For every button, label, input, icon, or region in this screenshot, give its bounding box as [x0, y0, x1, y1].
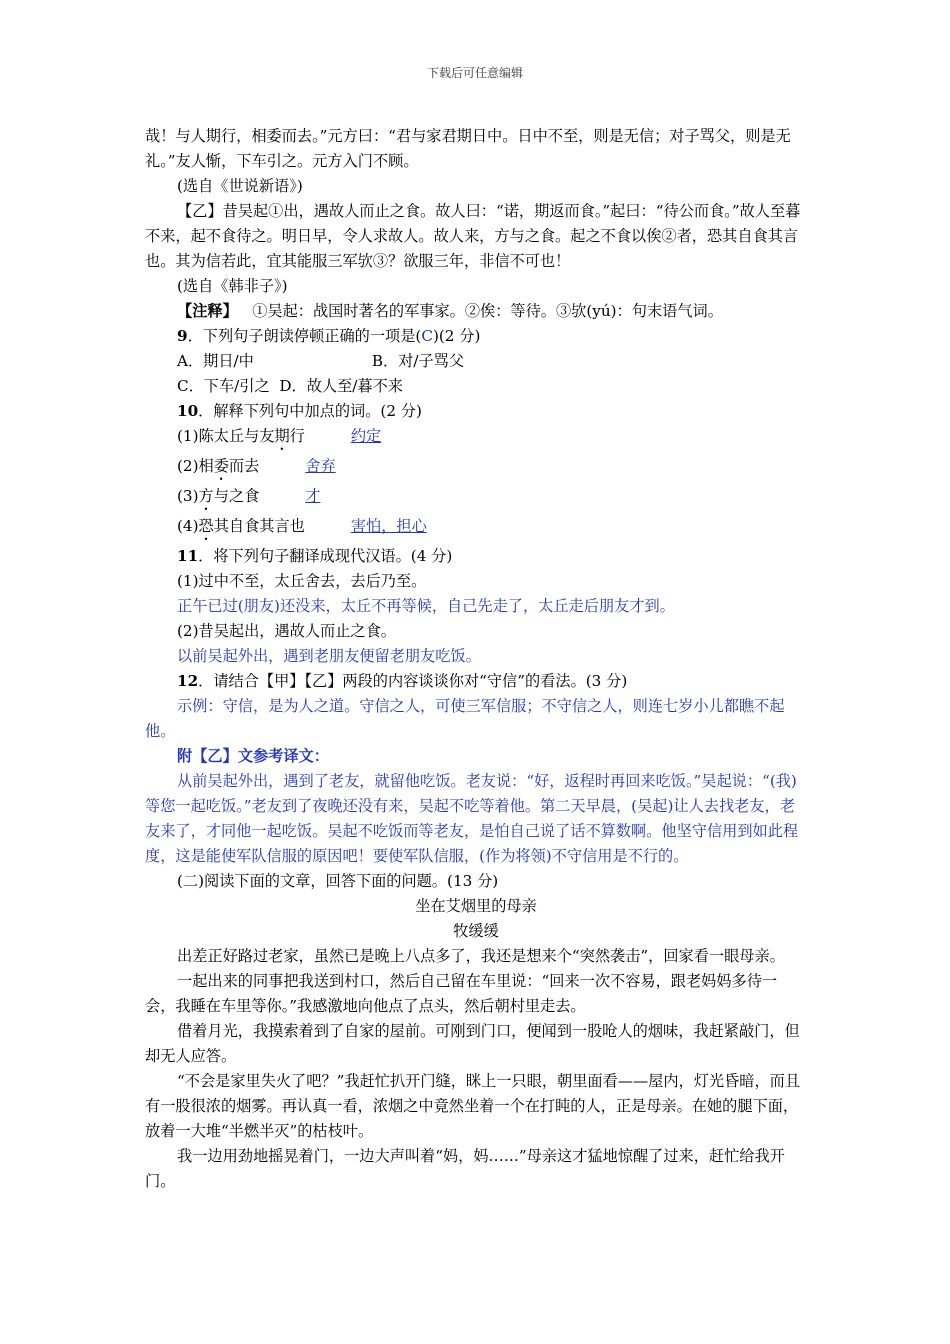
- q9-options-cd: C．下车/引之 D．故人至/暮不来: [177, 377, 403, 395]
- question-10: 10．解释下列句中加点的词。(2 分): [177, 402, 422, 420]
- q10-answer-4: 害怕，担心: [350, 517, 427, 535]
- q11-answer-1: 正午已过(朋友)还没来，太丘不再等候，自己先走了，太丘走后朋友才到。: [177, 597, 675, 615]
- q10-item-2: (2)相委而去 舍弃: [145, 454, 807, 484]
- translation-text: 从前吴起外出，遇到了老友，就留他吃饭。老友说：“好，返程时再回来吃饭。”吴起说：“(我)等您一起吃饭。”老友到了夜晚还没有来，吴起不吃等着他。第二天早晨，(吴起)让人去找老友，老友来了，才同他一起吃饭。吴起不吃饭而等老友，是怕自己说了话不算数啊。他坚守信用到如此程度，这是能使军队信服的原因吧！要使军队信服，(作为将领)不守信用是不行的。: [145, 772, 799, 865]
- notes-label: 【注释】: [177, 302, 238, 320]
- document-body: [145, 124, 807, 1194]
- source-jia: (选自《世说新语》): [177, 177, 303, 195]
- article-title: 坐在艾烟里的母亲: [415, 897, 537, 915]
- page-header: 下载后可任意编辑: [426, 66, 523, 80]
- article-paragraph: 借着月光，我摸索着到了自家的屋前。可刚到门口，便闻到一股呛人的烟味，我赶紧敲门，但却无人应答。: [145, 1022, 800, 1065]
- question-12: 12．请结合【甲】【乙】两段的内容谈谈你对“守信”的看法。(3 分): [177, 672, 628, 690]
- q9-options-ab: A．期日/中 B．对/子骂父: [177, 352, 465, 370]
- q11-sentence-2: (2)昔吴起出，遇故人而止之食。: [177, 622, 396, 640]
- q10-answer-3: 才: [305, 487, 321, 505]
- jia-passage-end: 哉！与人期行，相委而去。”元方曰：“君与家君期日中。日中不至，则是无信；对子骂父，则是无礼。”友人惭，下车引之。元方入门不顾。: [145, 127, 791, 170]
- q11-answer-2: 以前吴起外出，遇到老朋友便留老朋友吃饭。: [177, 647, 481, 665]
- yi-text: 昔吴起①出，遇故人而止之食。故人曰：“诺，期返而食。”起曰：“待公而食。”故人至暮不来，起不食待之。明日早，令人求故人。故人来，方与之食。起之不食以俟②者，恐其自食其言也。其为信若此，宜其能服三军欤③？欲服三年，非信不可也！: [145, 202, 801, 270]
- article-paragraph: 出差正好路过老家，虽然已是晚上八点多了，我还是想来个“突然袭击”，回家看一眼母亲。: [177, 947, 785, 965]
- yi-passage: [145, 199, 807, 274]
- article-author: 牧缓缓: [453, 922, 499, 940]
- q10-answer-1: 约定: [350, 427, 382, 445]
- q9-answer: C: [421, 327, 433, 345]
- q12-answer: 示例：守信，是为人之道。守信之人，可使三军信服；不守信之人，则连七岁小儿都瞧不起他。: [145, 697, 785, 740]
- notes: [145, 299, 807, 324]
- translation-label: 附【乙】文参考译文：: [177, 747, 329, 765]
- article-paragraph: 我一边用劲地摇晃着门，一边大声叫着“妈，妈……”母亲这才猛地惊醒了过来，赶忙给我开门。: [145, 1147, 785, 1190]
- q10-item-3: (3)方与之食 才: [145, 484, 807, 514]
- article-paragraph: 一起出来的同事把我送到村口，然后自己留在车里说：“回来一次不容易，跟老妈妈多待一会，我睡在车里等你。”我感激地向他点了点头，然后朝村里走去。: [145, 972, 778, 1015]
- yi-label: 【乙】: [177, 202, 223, 220]
- source-yi: (选自《韩非子》): [177, 277, 288, 295]
- article-paragraph: “不会是家里失火了吧？”我赶忙扒开门缝，眯上一只眼，朝里面看——屋内，灯光昏暗，而且有一股很浓的烟雾。再认真一看，浓烟之中竟然坐着一个在打盹的人，正是母亲。在她的腿下面，放着一大堆“半燃半灭”的枯枝叶。: [145, 1072, 801, 1140]
- question-11: 11．将下列句子翻译成现代汉语。(4 分): [177, 547, 453, 565]
- q11-sentence-1: (1)过中不至，太丘舍去，去后乃至。: [177, 572, 427, 590]
- question-9: 9．下列句子朗读停顿正确的一项是(C)(2 分): [177, 327, 481, 345]
- section-2-heading: (二)阅读下面的文章，回答下面的问题。(13 分): [177, 872, 499, 890]
- q10-item-4: (4)恐其自食其言也 害怕，担心: [145, 514, 807, 544]
- notes-text: ①吴起：战国时著名的军事家。②俟：等待。③欤(yú)：句末语气词。: [252, 302, 723, 320]
- q10-answer-2: 舍弃: [305, 457, 336, 475]
- q10-item-1: (1)陈太丘与友期行 约定: [145, 424, 807, 454]
